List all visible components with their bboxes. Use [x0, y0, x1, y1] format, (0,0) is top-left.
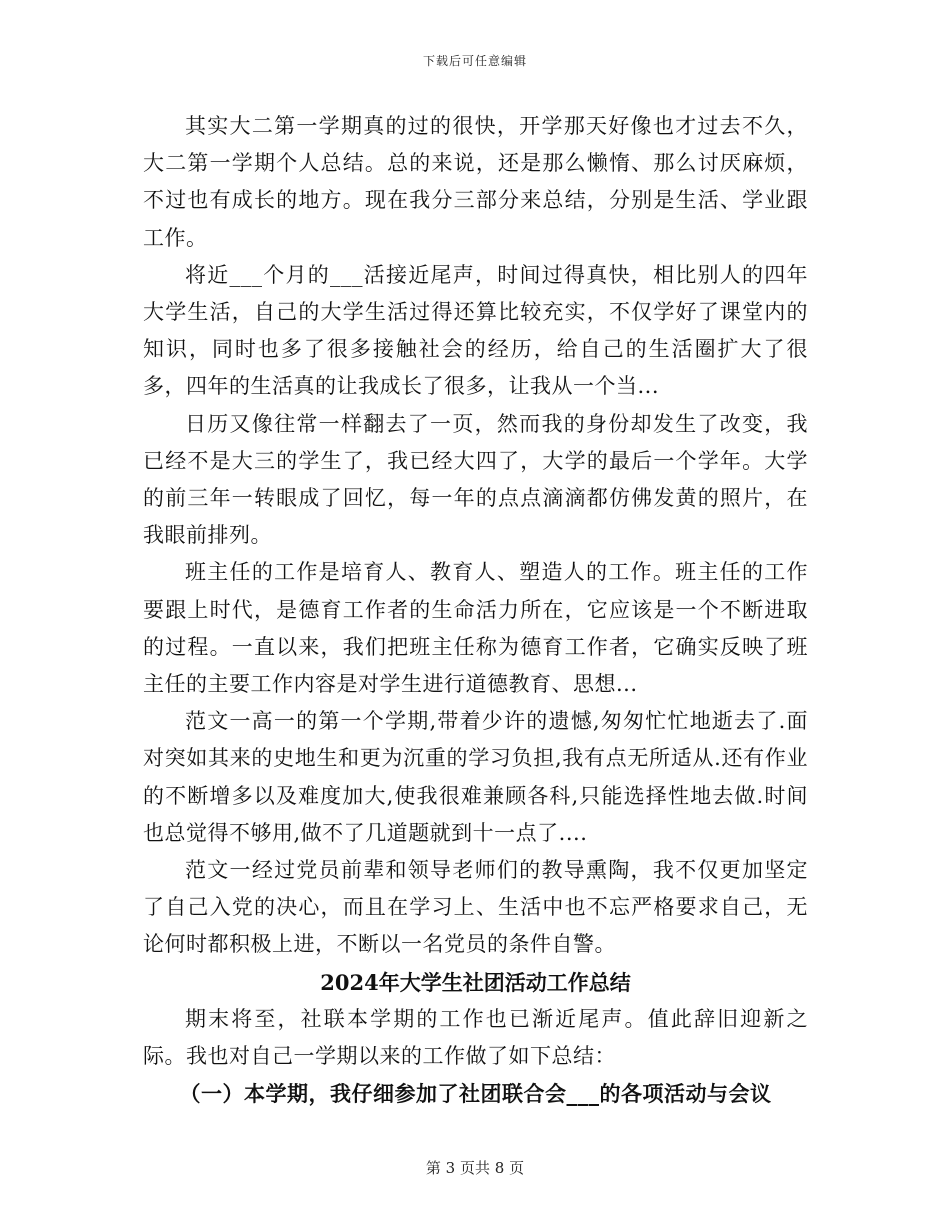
- section-title: 2024年大学生社团活动工作总结: [320, 969, 631, 995]
- page-footer: 第 3 页共 8 页: [425, 1159, 525, 1177]
- paragraph: 范文一经过党员前辈和领导老师们的教导熏陶，我不仅更加坚定了自己入党的决心，而且在学习上、生活中也不忘严格要求自己，无论何时都积极上进，不断以一名党员的条件自警。: [143, 858, 808, 957]
- paragraph: 范文一高一的第一个学期,带着少许的遗憾,匆匆忙忙地逝去了.面对突如其来的史地生和更为沉重的学习负担,我有点无所适从.还有作业的不断增多以及难度加大,使我很难兼顾各科,只能选择性地去做.时间也总觉得不够用,做不了几道题就到十一点了....: [143, 709, 808, 845]
- subheading: （一）本学期，我仔细参加了社团联合会___的各项活动与会议: [179, 1081, 772, 1107]
- paragraph: 班主任的工作是培育人、教育人、塑造人的工作。班主任的工作要跟上时代，是德育工作者的生命活力所在，它应该是一个不断进取的过程。一直以来，我们把班主任称为德育工作者，它确实反映了班主任的主要工作内容是对学生进行道德教育、思想...: [143, 560, 808, 697]
- section-paragraph: 期末将至，社联本学期的工作也已渐近尾声。值此辞旧迎新之际。我也对自己一学期以来的工作做了如下总结：: [143, 1006, 808, 1069]
- document-body: [143, 108, 808, 1112]
- page-header: 下载后可任意编辑: [422, 54, 527, 68]
- paragraph: 将近___个月的___活接近尾声，时间过得真快，相比别人的四年大学生活，自己的大学生活过得还算比较充实，不仅学好了课堂内的知识，同时也多了很多接触社会的经历，给自己的生活圈扩大了很多，四年的生活真的让我成长了很多，让我从一个当...: [143, 262, 808, 399]
- paragraph: 其实大二第一学期真的过的很快，开学那天好像也才过去不久，大二第一学期个人总结。总的来说，还是那么懒惰、那么讨厌麻烦，不过也有成长的地方。现在我分三部分来总结，分别是生活、学业跟工作。: [143, 114, 808, 250]
- paragraph: 日历又像往常一样翻去了一页，然而我的身份却发生了改变，我已经不是大三的学生了，我已经大四了，大学的最后一个学年。大学的前三年一转眼成了回忆，每一年的点点滴滴都仿佛发黄的照片，在我眼前排列。: [143, 411, 808, 548]
